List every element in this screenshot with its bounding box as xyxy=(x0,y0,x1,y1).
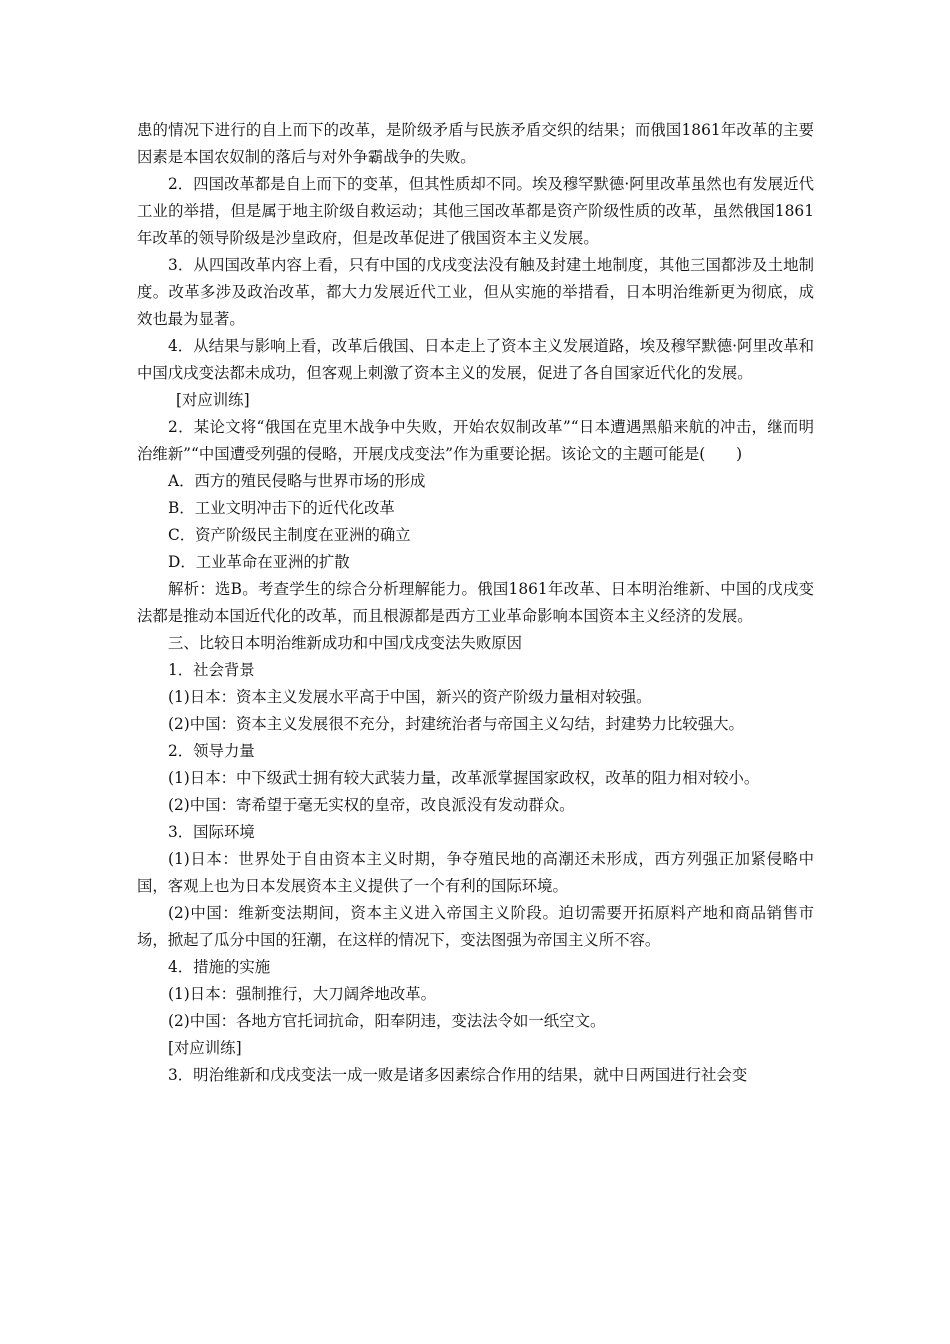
item-japan-3: (1)日本：世界处于自由资本主义时期，争夺殖民地的高潮还未形成，西方列强正加紧侵略中国，客观上也为日本发展资本主义提供了一个有利的国际环境。 xyxy=(137,850,814,895)
question-3: 3．明治维新和戊戌变法一成一败是诸多因素综合作用的结果，就中日两国进行社会变 xyxy=(168,1066,748,1084)
answer-explanation: 解析：选B。考查学生的综合分析理解能力。俄国1861年改革、日本明治维新、中国的戊戌变法都是推动本国近代化的改革，而且根源都是西方工业革命影响本国资本主义经济的发展。 xyxy=(137,580,814,625)
paragraph-point-4: 4．从结果与影响上看，改革后俄国、日本走上了资本主义发展道路，埃及穆罕默德·阿里改革和中国戊戌变法都未成功，但客观上刺激了资本主义的发展，促进了各自国家近代化的发展。 xyxy=(137,337,814,382)
option-a: A．西方的殖民侵略与世界市场的形成 xyxy=(168,472,426,490)
subheading-social-background: 1．社会背景 xyxy=(168,661,255,679)
item-japan-2: (1)日本：中下级武士拥有较大武装力量，改革派掌握国家政权，改革的阻力相对较小。 xyxy=(168,769,760,787)
item-japan-1: (1)日本：资本主义发展水平高于中国，新兴的资产阶级力量相对较强。 xyxy=(168,688,652,706)
item-china-3: (2)中国：维新变法期间，资本主义进入帝国主义阶段。迫切需要开拓原料产地和商品销售市场，掀起了瓜分中国的狂潮，在这样的情况下，变法图强为帝国主义所不容。 xyxy=(137,904,814,949)
item-china-2: (2)中国：寄希望于毫无实权的皇帝，改良派没有发动群众。 xyxy=(168,796,575,814)
question-2: 2．某论文将“俄国在克里木战争中失败，开始农奴制改革”“日本遭遇黑船来航的冲击，继而明治维新”“中国遭受列强的侵略，开展戊戌变法”作为重要论据。该论文的主题可能是( ) xyxy=(137,418,814,463)
item-china-1: (2)中国：资本主义发展很不充分，封建统治者与帝国主义勾结，封建势力比较强大。 xyxy=(168,715,744,733)
paragraph-continuation: 患的情况下进行的自上而下的改革，是阶级矛盾与民族矛盾交织的结果；而俄国1861年改革的主要因素是本国农奴制的落后与对外争霸战争的失败。 xyxy=(137,121,814,166)
document-page xyxy=(137,117,814,1089)
exercise-heading: [对应训练] xyxy=(176,391,250,409)
paragraph-point-2: 2．四国改革都是自上而下的变革，但其性质却不同。埃及穆罕默德·阿里改革虽然也有发展近代工业的举措，但是属于地主阶级自救运动；其他三国改革都是资产阶级性质的改革，虽然俄国1861年改革的领导阶级是沙皇政府，但是改革促进了俄国资本主义发展。 xyxy=(137,175,814,247)
subheading-international: 3．国际环境 xyxy=(168,823,255,841)
section-heading-3: 三、比较日本明治维新成功和中国戊戌变法失败原因 xyxy=(168,634,522,652)
option-d: D．工业革命在亚洲的扩散 xyxy=(168,553,350,571)
option-b: B．工业文明冲击下的近代化改革 xyxy=(168,499,395,517)
subheading-implementation: 4．措施的实施 xyxy=(168,958,271,976)
option-c: C．资产阶级民主制度在亚洲的确立 xyxy=(168,526,411,544)
item-china-4: (2)中国：各地方官托词抗命，阳奉阴违，变法法令如一纸空文。 xyxy=(168,1012,606,1030)
exercise-heading-2: [对应训练] xyxy=(168,1039,242,1057)
subheading-leadership: 2．领导力量 xyxy=(168,742,255,760)
paragraph-point-3: 3．从四国改革内容上看，只有中国的戊戌变法没有触及封建土地制度，其他三国都涉及土地制度。改革多涉及政治改革，都大力发展近代工业，但从实施的举措看，日本明治维新更为彻底，成效也最为显著。 xyxy=(137,256,814,328)
item-japan-4: (1)日本：强制推行，大刀阔斧地改革。 xyxy=(168,985,437,1003)
